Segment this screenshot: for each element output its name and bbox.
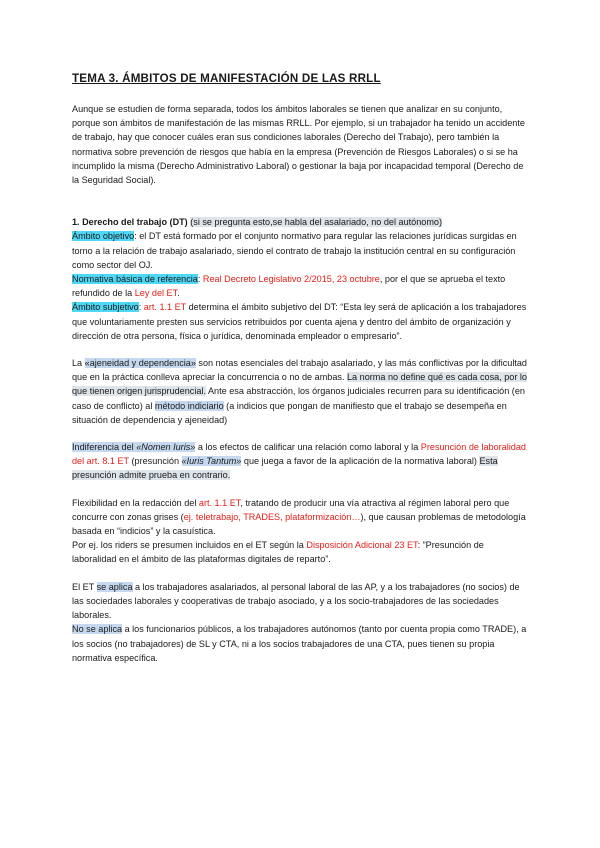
no-se-aplica-highlight: No se aplica [72, 624, 123, 635]
rebuttable-presumption-note: Esta presunción admite prueba en contrario. [72, 456, 498, 481]
nomen-iuris-prefix: Indiferencia del [72, 442, 137, 453]
basic-regulation-end: . [177, 288, 180, 299]
subjective-scope-text: determina el ámbito subjetivo del DT: “Esta ley será de aplicación a los trabajadores que voluntariamente presten sus servicios retribuidos por cuenta ajena y dentro del ámbito de organización y dirección de otra persona, física o jurídica, denominada empleador o empresario”. [72, 302, 527, 341]
aplicacion-paragraph [72, 580, 528, 665]
section-1-heading-line [72, 215, 528, 343]
grey-zones-examples: ej. teletrabajo, TRADES, plataformización… [183, 511, 361, 522]
flex-text-2: , tratando de producir una vía atractiva al régimen laboral pero que concurre con zonas grises ( [72, 497, 510, 522]
nomen-iuris-term: «Nomen Iuris» [136, 442, 196, 453]
indiferencia-text-3: que juega a favor de la aplicación de la normativa laboral) [241, 456, 480, 467]
nomen-iuris-highlight [72, 442, 195, 452]
page-title: TEMA 3. ÁMBITOS DE MANIFESTACIÓN DE LAS RRLL [72, 72, 381, 85]
aplica-text-1: El ET [72, 581, 97, 592]
flex-text-1: Flexibilidad en la redacción del [72, 497, 199, 508]
aplica-text-2: a los trabajadores asalariados, al personal laboral de las AP, y a los trabajadores (no socios) de las sociedades laborales y cooperativas de trabajo asociado, y a los socio-trabajadores de las sociedades laborales. [72, 581, 520, 621]
riders-text: Por ej. los riders se presumen incluidos en el ET según la [72, 540, 307, 551]
et-law-reference: Ley del ET [134, 288, 178, 299]
jurisprudential-origin-note: La norma no define qué es cada cosa, por lo que tienen origen jurisprudencial. [72, 372, 527, 397]
objective-scope-label: Ámbito objetivo [72, 231, 135, 242]
ajeneidad-text-3: Ante esa abstracción, los órganos judiciales recurren para su identificación (en caso de conflicto) al [72, 386, 525, 411]
se-aplica-highlight: se aplica [96, 581, 133, 592]
ajeneidad-text-2: son notas esenciales del trabajo asalariado, y las más conflictivas por la dificultad que en la práctica conlleva apreciar la concurrencia o no de ambas. [72, 358, 527, 383]
objective-scope-text: : el DT está formado por el conjunto normativo para regular las relaciones jurídicas surgidas en torno a la relación de trabajo asalariado, siendo el contrato de trabajo la institución central en su configuración como sector del OJ. [72, 231, 517, 270]
basic-regulation-label: Normativa básica de referencia [72, 274, 198, 285]
ajeneidad-text-1: La [72, 358, 85, 369]
indiciary-method-term: método indiciario [154, 400, 224, 411]
intro-paragraph: Aunque se estudien de forma separada, todos los ámbitos laborales se tienen que analizar en su conjunto, porque son ámbitos de manifestación de las mismas RRLL. Por ejemplo, si un trabajador ha tenido un accidente de trabajo, hay que conocer cuáles eran sus condiciones laborales (Derecho del Trabajo), pero también la normativa sobre prevención de riesgos que había en la empresa (Prevención de Riesgos Laborales) o si se ha incumplido la misma (Derecho Administrativo Laboral) o gestionar la baja por incapacidad temporal (Derecho de la Seguridad Social). [72, 104, 525, 186]
indiferencia-text-1: a los efectos de calificar una relación como laboral y la [195, 442, 421, 453]
document-page [72, 72, 528, 665]
royal-decree-reference: Real Decreto Legislativo 2/2015, 23 octubre [202, 274, 380, 285]
section-1-heading: 1. Derecho del trabajo (DT) [72, 217, 188, 228]
ajeneidad-paragraph [72, 356, 528, 427]
riders-text-end: : ”Presunción de laboralidad en el ámbito de las plataformas digitales de reparto”. [72, 540, 484, 565]
basic-regulation-colon: : [197, 274, 203, 285]
subjective-scope-colon: : [138, 302, 144, 313]
indiferencia-paragraph [72, 440, 528, 483]
indiferencia-text-2: (presunción [128, 456, 182, 467]
art-1-1-reference: art. 1.1 ET [143, 302, 187, 313]
subjective-scope-label: Ámbito subjetivo [72, 302, 139, 313]
disposicion-23-reference: Disposición Adicional 23 ET [306, 540, 418, 551]
ajeneidad-text-4: (a indicios que pongan de manifiesto que el trabajo se desempeña en situación de dependencia y ajeneidad) [72, 400, 507, 425]
basic-regulation-text: , por el que se aprueba el texto refundido de la [72, 274, 506, 299]
iuris-tantum-term: «Iuris Tantum» [181, 456, 242, 467]
flex-text-3: ), que causan problemas de metodología basada en “indicios” y la casuística. [72, 511, 526, 537]
art-8-1-reference: Presunción de laboralidad del art. 8.1 ET [72, 442, 526, 467]
flexibilidad-paragraph [72, 496, 528, 567]
section-1-heading-note: (si se pregunta esto,se habla del asalariado, no del autónomo) [190, 217, 443, 228]
ajeneidad-term: «ajeneidad y dependencia» [84, 358, 196, 369]
aplica-text-3: a los funcionarios públicos, a los trabajadores autónomos (tanto por cuenta propia como TRADE), a los socios (no trabajadores) de SL y CTA, ni a los socios trabajadores de una CTA, pues tienen su propia normativa específica. [72, 624, 527, 663]
flex-art-reference: art. 1.1 ET [198, 497, 241, 508]
